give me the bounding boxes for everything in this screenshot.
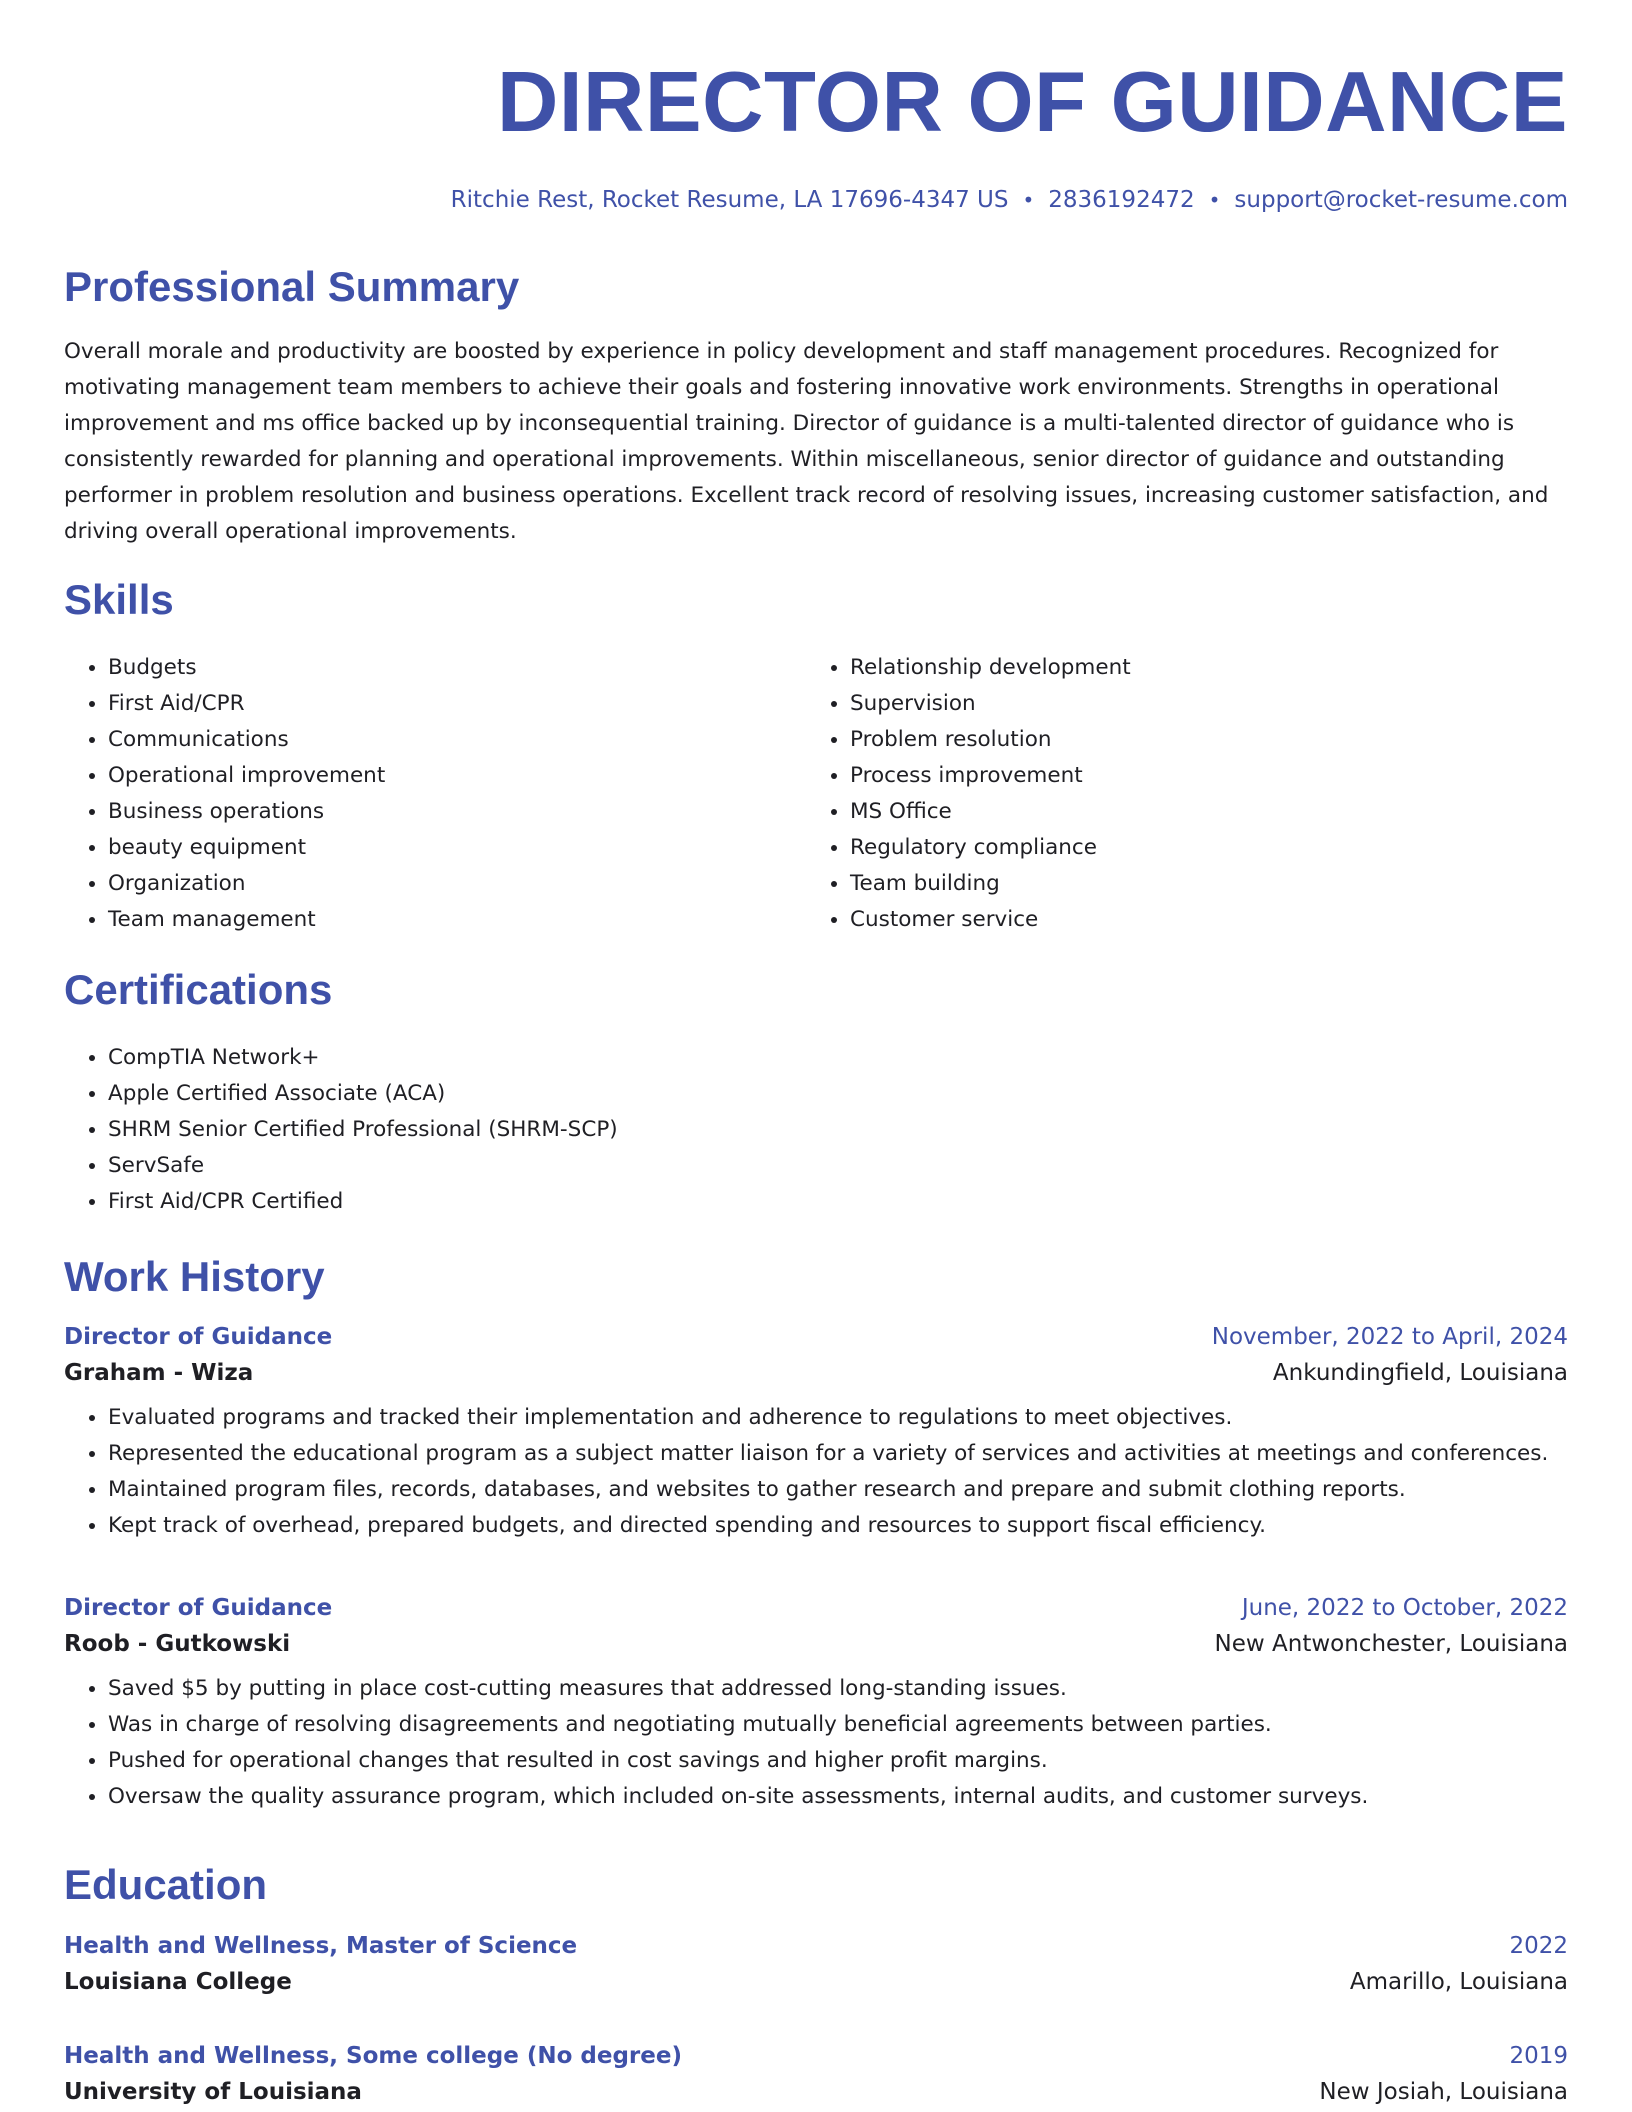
skill-item: • Team building	[850, 866, 1548, 902]
contact-line	[64, 187, 1568, 213]
job-bullet: • Oversaw the quality assurance program, which included on-site assessments, internal audits, and customer surveys.	[108, 1779, 1568, 1815]
skill-item: • Organization	[108, 866, 806, 902]
resume-page	[64, 0, 1568, 2105]
certification-item: • First Aid/CPR Certified	[108, 1184, 1568, 1220]
job-bullet: • Was in charge of resolving disagreements and negotiating mutually beneficial agreements between parties.	[108, 1707, 1568, 1743]
contact-separator: •	[1208, 188, 1221, 212]
school-location: New Josiah, Louisiana	[1319, 2079, 1568, 2105]
education-entry	[64, 1933, 1568, 1995]
job-title: Director of Guidance	[64, 1324, 333, 1350]
graduation-year: 2022	[1509, 1933, 1568, 1959]
skill-item: • Supervision	[850, 686, 1548, 722]
skills-column-right	[806, 650, 1548, 938]
contact-phone: 2836192472	[1048, 187, 1195, 213]
skill-item: • Business operations	[108, 794, 806, 830]
graduation-year: 2019	[1509, 2043, 1568, 2069]
job-dates: November, 2022 to April, 2024	[1211, 1324, 1568, 1350]
job-bullet: • Evaluated programs and tracked their implementation and adherence to regulations to meet objectives.	[108, 1400, 1568, 1436]
certifications-list	[64, 1040, 1568, 1220]
certification-item: • SHRM Senior Certified Professional (SHRM-SCP)	[108, 1112, 1568, 1148]
section-title-summary: Professional Summary	[64, 263, 520, 310]
skill-item: • Communications	[108, 722, 806, 758]
job-bullet: • Saved $5 by putting in place cost-cutting measures that addressed long-standing issues.	[108, 1671, 1568, 1707]
skills-column-left	[64, 650, 806, 938]
section-title-education: Education	[64, 1861, 268, 1908]
job-bullet: • Represented the educational program as a subject matter liaison for a variety of services and activities at meetings and conferences.	[108, 1436, 1568, 1472]
skill-item: • Process improvement	[850, 758, 1548, 794]
summary-text: Overall morale and productivity are boosted by experience in policy development and staff management procedures. Recognized for motivating management team members to achieve their goals and fostering innovative work environments. Strengths in operational improvement and ms office backed up by inconsequential training. Director of guidance is a multi-talented director of guidance who is consistently rewarded for planning and operational improvements. Within miscellaneous, senior director of guidance and outstanding performer in problem resolution and business operations. Excellent track record of resolving issues, increasing customer satisfaction, and driving overall operational improvements.	[64, 339, 1549, 544]
skill-item: • Problem resolution	[850, 722, 1548, 758]
job-location: New Antwonchester, Louisiana	[1214, 1631, 1568, 1657]
job-bullet: • Maintained program files, records, databases, and websites to gather research and prepare and submit clothing reports.	[108, 1472, 1568, 1508]
skill-item: • Relationship development	[850, 650, 1548, 686]
skill-item: • Regulatory compliance	[850, 830, 1548, 866]
section-title-skills: Skills	[64, 576, 174, 623]
skill-item: • MS Office	[850, 794, 1548, 830]
contact-address: Ritchie Rest, Rocket Resume, LA 17696-4347 US	[450, 187, 1009, 213]
skill-item: • First Aid/CPR	[108, 686, 806, 722]
skills-list	[64, 650, 1568, 938]
school-location: Amarillo, Louisiana	[1349, 1969, 1568, 1995]
resume-title: DIRECTOR OF GUIDANCE	[497, 55, 1568, 150]
school-name: Louisiana College	[64, 1969, 292, 1995]
job-bullet: • Kept track of overhead, prepared budgets, and directed spending and resources to support fiscal efficiency.	[108, 1508, 1568, 1544]
job-bullet: • Pushed for operational changes that resulted in cost savings and higher profit margins.	[108, 1743, 1568, 1779]
skill-item: • Budgets	[108, 650, 806, 686]
contact-separator: •	[1022, 188, 1035, 212]
degree: Health and Wellness, Master of Science	[64, 1933, 578, 1959]
contact-email: support@rocket-resume.com	[1234, 187, 1568, 213]
skill-item: • beauty equipment	[108, 830, 806, 866]
skill-item: • Team management	[108, 902, 806, 938]
certification-item: • ServSafe	[108, 1148, 1568, 1184]
job-title: Director of Guidance	[64, 1595, 333, 1621]
skill-item: • Customer service	[850, 902, 1548, 938]
section-title-work-history: Work History	[64, 1253, 325, 1300]
education-entry	[64, 2043, 1568, 2105]
company-name: Graham - Wiza	[64, 1360, 254, 1386]
work-entry	[64, 1595, 1568, 1815]
school-name: University of Louisiana	[64, 2079, 362, 2105]
degree: Health and Wellness, Some college (No degree)	[64, 2043, 682, 2069]
certification-item: • CompTIA Network+	[108, 1040, 1568, 1076]
skill-item: • Operational improvement	[108, 758, 806, 794]
work-entry	[64, 1324, 1568, 1544]
job-location: Ankundingfield, Louisiana	[1272, 1360, 1568, 1386]
job-dates: June, 2022 to October, 2022	[1241, 1595, 1568, 1621]
section-title-certifications: Certifications	[64, 966, 333, 1013]
company-name: Roob - Gutkowski	[64, 1631, 291, 1657]
certification-item: • Apple Certified Associate (ACA)	[108, 1076, 1568, 1112]
